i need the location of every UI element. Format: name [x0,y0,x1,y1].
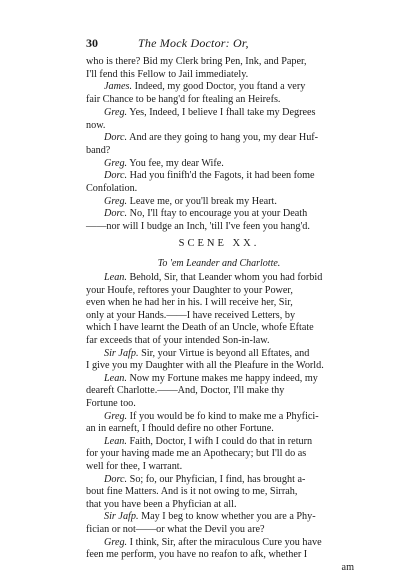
text-line [104,537,352,549]
text-line [104,208,352,220]
speaker-name: Greg. [104,106,128,118]
running-title: The Mock Doctor: Or, [138,36,249,50]
text-line [86,423,352,435]
text-line [86,145,352,157]
speaker-name: Greg. [104,410,128,422]
line-text: You fee, my dear Wife. [129,157,224,169]
text-line [86,549,352,561]
text-line [86,56,352,68]
line-text: fair Chance to be hang'd for ftealing an Heirefs. [86,94,281,106]
line-text: band? [86,144,111,156]
speaker-name: Greg. [104,157,128,169]
line-text: Sir, your Virtue is beyond all Eftates, and [141,347,310,359]
line-text: I'll fend this Fellow to Jail immediately. [86,68,249,80]
text-line [104,373,352,385]
speaker-name: Sir Jafp. [104,347,139,359]
text-line [104,348,352,360]
line-text: even when he had her in his. I will receive her, Sir, [86,297,293,309]
line-text: far exceeds that of your intended Son-in-law. [86,335,270,346]
text-line [86,524,352,536]
text-line [104,272,352,284]
text-line [104,411,352,423]
line-text: am [341,561,354,573]
line-text: Now my Fortune makes me happy indeed, my [129,372,318,384]
line-text: Faith, Doctor, I wifh I could do that in return [129,435,313,447]
line-text: that you have been a Phyfician at all. [86,498,237,510]
line-text: I think, Sir, after the miraculous Cure you have [129,536,322,548]
speaker-name: Lean. [104,272,127,283]
text-line [104,81,352,93]
line-text: an in earneft, I fhould defire no other Fortune. [86,423,274,435]
speaker-name: Greg. [104,536,128,548]
text-line [86,499,352,511]
text-line [86,221,352,233]
text-line [86,448,352,460]
text-line [86,486,352,498]
text-line [86,322,352,334]
text-line [86,285,352,297]
line-text: for your having made me an Apothecary; but I'll do as [86,448,307,460]
line-text: Indeed, my good Doctor, you ftand a very [134,81,306,93]
text-line [104,196,352,208]
text-line [104,107,352,119]
text-line [104,170,352,182]
line-text: which I have learnt the Death of an Uncle, whofe Eftate [86,322,314,334]
text-line [104,158,352,170]
text-line [86,297,352,309]
line-text: now. [86,119,106,131]
speaker-name: Greg. [104,195,128,207]
line-text: Confolation. [86,183,138,194]
line-text: May I beg to know whether you are a Phy- [141,511,316,523]
line-text: well for thee, I warrant. [86,461,183,472]
line-text: I give you my Daughter with all the Pleafure in the World. [86,360,324,372]
scene-direction: To 'em Leander and Charlotte. [157,258,281,269]
speaker-name: Dorc. [104,132,128,144]
line-text: Behold, Sir, that Leander whom you had forbid [129,272,323,283]
text-line [86,183,352,195]
speaker-name: Sir Jafp. [104,511,139,523]
text-line [86,335,352,347]
text-line [86,94,352,106]
speaker-name: James. [104,81,133,93]
text-line [86,69,352,81]
line-text: deareft Charlotte.——And, Doctor, I'll make thy [86,385,285,397]
line-text: who is there? Bid my Clerk bring Pen, Ink, and Paper, [86,56,307,67]
line-text: fician or not——or what the Devil you are? [86,524,265,535]
line-text: your Houfe, reftores your Daughter to your Power, [86,284,293,296]
speaker-name: Dorc. [104,170,128,182]
speaker-name: Lean. [104,372,127,384]
scene-heading: SCENE XX. [178,238,260,249]
line-text: only at your Hands.——I have received Letters, by [86,309,296,321]
running-head [86,36,348,52]
text-line [104,436,352,448]
line-text: So; fo, our Phyfician, I find, has brought a- [129,473,306,485]
line-text: ——nor will I budge an Inch, 'till I've feen you hang'd. [86,221,310,233]
line-text: feen me perform, you have no reafon to afk, whether I [86,549,308,561]
text-line [86,461,352,473]
line-text: If you would be fo kind to make me a Phyfici- [129,410,319,422]
text-line [86,360,352,372]
line-text: Fortune too. [86,398,136,409]
text-line [340,562,354,574]
text-line [86,310,352,322]
line-text: Yes, Indeed, I believe I fhall take my Degrees [129,106,316,118]
speaker-name: Lean. [104,435,127,447]
text-line [86,398,352,410]
speaker-name: Dorc. [104,208,128,220]
text-line [86,120,352,132]
speaker-name: Dorc. [104,473,128,485]
line-text: No, I'll ftay to encourage you at your Death [129,208,308,220]
line-text: Leave me, or you'll break my Heart. [129,195,277,207]
line-text: Had you finifh'd the Fagots, it had been fome [129,170,315,182]
text-line [86,385,352,397]
page-number: 30 [86,36,98,50]
line-text: bout fine Matters. And is it not owing to me, Sirrah, [86,486,298,498]
text-line [104,474,352,486]
text-line [104,132,352,144]
line-text: And are they going to hang you, my dear Huf- [129,132,319,144]
text-line [104,511,352,523]
